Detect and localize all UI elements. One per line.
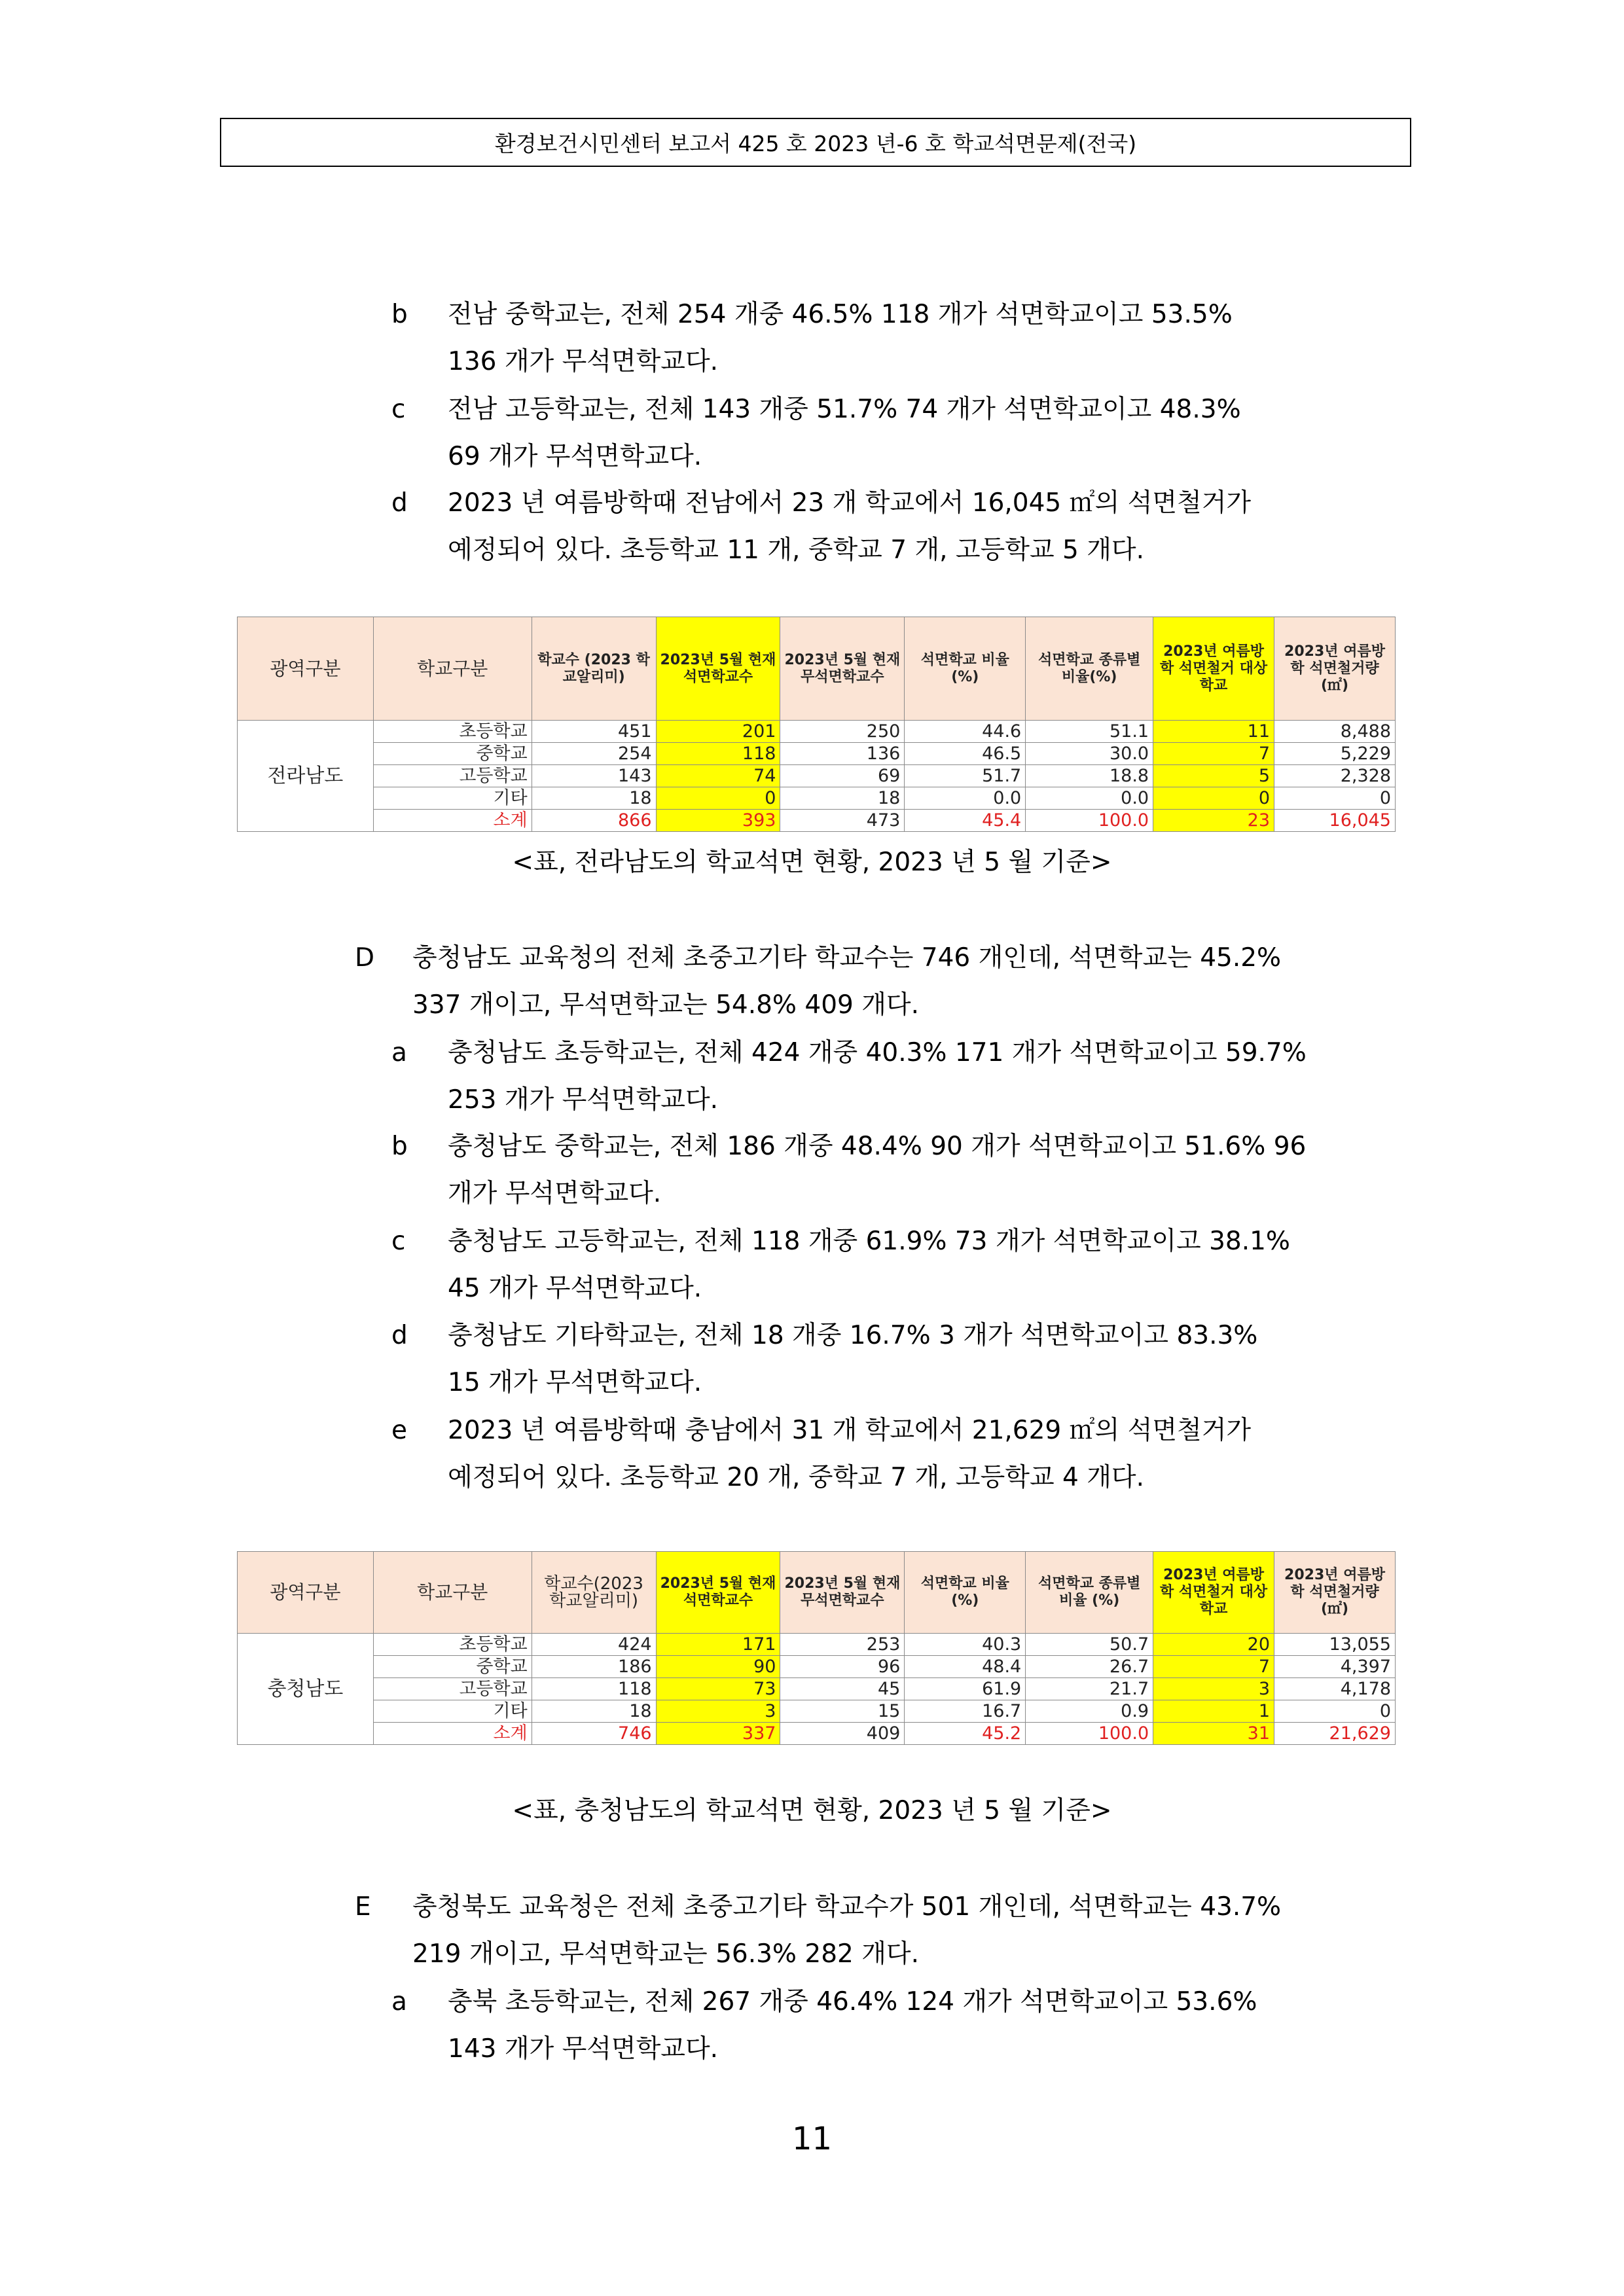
list-item-line: 충청남도 중학교는, 전체 186 개중 48.4% 90 개가 석면학교이고 51.6% 96 xyxy=(448,1132,1307,1161)
table-cell: 0 xyxy=(656,787,780,810)
list-item-text xyxy=(448,1123,1306,1217)
table-header-cell: 석면학교 종류별 비율(%) xyxy=(1026,617,1153,721)
table-row xyxy=(238,1678,1396,1700)
table-cell: 50.7 xyxy=(1026,1634,1153,1656)
table-cell: 11 xyxy=(1153,721,1274,743)
table-caption: <표, 충청남도의 학교석면 현황, 2023 년 5 월 기준> xyxy=(512,1796,1112,1825)
school-type-cell: 중학교 xyxy=(373,1656,532,1678)
school-type-cell: 고등학교 xyxy=(373,1678,532,1700)
list-item-text xyxy=(448,480,1251,574)
chungnam-asbestos-table xyxy=(237,1551,1396,1745)
list-item-line: 136 개가 무석면학교다. xyxy=(448,347,719,376)
table-header-cell: 2023년 5월 현재 석면학교수 xyxy=(656,617,780,721)
table-cell: 45.2 xyxy=(905,1723,1026,1745)
list-marker: d xyxy=(391,488,408,518)
table-cell: 31 xyxy=(1153,1723,1274,1745)
table-cell: 16,045 xyxy=(1274,810,1396,832)
list-item-line: 충북 초등학교는, 전체 267 개중 46.4% 124 개가 석면학교이고 53.6% xyxy=(448,1987,1257,2017)
table-cell: 254 xyxy=(532,743,656,765)
table-cell: 4,397 xyxy=(1274,1656,1396,1678)
table-cell: 21.7 xyxy=(1026,1678,1153,1700)
table-row xyxy=(238,721,1396,743)
section-text xyxy=(412,935,1281,1029)
table-cell: 51.7 xyxy=(905,765,1026,787)
table-cell: 18.8 xyxy=(1026,765,1153,787)
table-cell: 171 xyxy=(656,1634,780,1656)
table-cell: 23 xyxy=(1153,810,1274,832)
table-row xyxy=(238,1634,1396,1656)
table-cell: 18 xyxy=(780,787,905,810)
table-cell: 51.1 xyxy=(1026,721,1153,743)
table-header-cell: 2023년 여름방학 석면철거량 (㎡) xyxy=(1274,617,1396,721)
list-item-text xyxy=(448,1407,1251,1501)
table-cell: 409 xyxy=(780,1723,905,1745)
table-cell: 1 xyxy=(1153,1700,1274,1723)
table-cell: 69 xyxy=(780,765,905,787)
list-marker: c xyxy=(391,1227,406,1256)
section-marker: D xyxy=(355,943,375,973)
table-cell: 424 xyxy=(532,1634,656,1656)
table-subtotal-row xyxy=(238,1723,1396,1745)
table-cell: 337 xyxy=(656,1723,780,1745)
list-marker: b xyxy=(391,300,408,329)
school-type-cell: 소계 xyxy=(373,810,532,832)
list-item-text xyxy=(448,386,1241,480)
school-type-cell: 소계 xyxy=(373,1723,532,1745)
table-cell: 26.7 xyxy=(1026,1656,1153,1678)
list-item-line: 2023 년 여름방학때 충남에서 31 개 학교에서 21,629 ㎡의 석면철거가 xyxy=(448,1416,1252,1445)
table-cell: 746 xyxy=(532,1723,656,1745)
table-cell: 201 xyxy=(656,721,780,743)
table-cell: 3 xyxy=(656,1700,780,1723)
table-header-row xyxy=(238,1552,1396,1634)
table-cell: 73 xyxy=(656,1678,780,1700)
school-type-cell: 초등학교 xyxy=(373,1634,532,1656)
school-type-cell: 고등학교 xyxy=(373,765,532,787)
table-cell: 0 xyxy=(1274,1700,1396,1723)
list-item-text xyxy=(448,1312,1257,1407)
table-header-cell: 석면학교 비율(%) xyxy=(905,1552,1026,1634)
table-cell: 186 xyxy=(532,1656,656,1678)
table-header-cell: 석면학교 종류별 비율 (%) xyxy=(1026,1552,1153,1634)
list-item-line: 예정되어 있다. 초등학교 11 개, 중학교 7 개, 고등학교 5 개다. xyxy=(448,535,1144,565)
table-header-cell: 학교수(2023 학교알리미) xyxy=(532,1552,656,1634)
table-cell: 866 xyxy=(532,810,656,832)
table-header-cell: 2023년 여름방학 석면철거 대상학교 xyxy=(1153,617,1274,721)
table-cell: 143 xyxy=(532,765,656,787)
table-cell: 0 xyxy=(1153,787,1274,810)
table-cell: 74 xyxy=(656,765,780,787)
table-cell: 61.9 xyxy=(905,1678,1026,1700)
table-cell: 0.9 xyxy=(1026,1700,1153,1723)
table-subtotal-row xyxy=(238,810,1396,832)
table-cell: 45 xyxy=(780,1678,905,1700)
table-cell: 96 xyxy=(780,1656,905,1678)
table-body xyxy=(238,1634,1396,1745)
region-cell: 전라남도 xyxy=(238,721,374,832)
list-item-text xyxy=(448,1979,1257,2073)
report-header xyxy=(220,118,1411,167)
list-item-line: 253 개가 무석면학교다. xyxy=(448,1085,719,1115)
section-line: 219 개이고, 무석면학교는 56.3% 282 개다. xyxy=(412,1939,919,1969)
table-header-cell: 광역구분 xyxy=(238,617,374,721)
list-item-line: 45 개가 무석면학교다. xyxy=(448,1274,702,1303)
section-line: 충청북도 교육청은 전체 초중고기타 학교수가 501 개인데, 석면학교는 43.7% xyxy=(412,1892,1282,1922)
table-cell: 100.0 xyxy=(1026,810,1153,832)
table-row xyxy=(238,743,1396,765)
table-cell: 5 xyxy=(1153,765,1274,787)
list-item-line: 2023 년 여름방학때 전남에서 23 개 학교에서 16,045 ㎡의 석면철거가 xyxy=(448,488,1252,518)
list-item-line: 충청남도 고등학교는, 전체 118 개중 61.9% 73 개가 석면학교이고 38.1% xyxy=(448,1227,1290,1256)
table-cell: 48.4 xyxy=(905,1656,1026,1678)
list-marker: e xyxy=(391,1416,407,1445)
table-cell: 44.6 xyxy=(905,721,1026,743)
table-cell: 473 xyxy=(780,810,905,832)
list-item-line: 개가 무석면학교다. xyxy=(448,1179,662,1208)
list-marker: b xyxy=(391,1132,408,1161)
list-item-line: 전남 중학교는, 전체 254 개중 46.5% 118 개가 석면학교이고 53.5% xyxy=(448,300,1233,329)
table-cell: 18 xyxy=(532,787,656,810)
table-header-cell: 석면학교 비율(%) xyxy=(905,617,1026,721)
list-item-text xyxy=(448,1030,1307,1124)
table-cell: 30.0 xyxy=(1026,743,1153,765)
school-type-cell: 중학교 xyxy=(373,743,532,765)
table-header-row xyxy=(238,617,1396,721)
table-cell: 16.7 xyxy=(905,1700,1026,1723)
list-item-line: 전남 고등학교는, 전체 143 개중 51.7% 74 개가 석면학교이고 48.3% xyxy=(448,395,1241,424)
table-cell: 90 xyxy=(656,1656,780,1678)
table-cell: 253 xyxy=(780,1634,905,1656)
section-marker: E xyxy=(355,1892,371,1922)
school-type-cell: 기타 xyxy=(373,1700,532,1723)
list-item-line: 충청남도 초등학교는, 전체 424 개중 40.3% 171 개가 석면학교이고 59.7% xyxy=(448,1038,1307,1067)
table-cell: 4,178 xyxy=(1274,1678,1396,1700)
table-cell: 2,328 xyxy=(1274,765,1396,787)
region-cell: 충청남도 xyxy=(238,1634,374,1745)
section-line: 337 개이고, 무석면학교는 54.8% 409 개다. xyxy=(412,990,919,1020)
table-cell: 7 xyxy=(1153,743,1274,765)
section-text xyxy=(412,1884,1281,1978)
list-item-line: 15 개가 무석면학교다. xyxy=(448,1368,702,1397)
list-marker: c xyxy=(391,395,406,424)
school-type-cell: 초등학교 xyxy=(373,721,532,743)
page-number: 11 xyxy=(791,2121,833,2157)
table-caption: <표, 전라남도의 학교석면 현황, 2023 년 5 월 기준> xyxy=(512,848,1112,877)
school-type-cell: 기타 xyxy=(373,787,532,810)
list-item-line: 예정되어 있다. 초등학교 20 개, 중학교 7 개, 고등학교 4 개다. xyxy=(448,1463,1144,1492)
table-cell: 21,629 xyxy=(1274,1723,1396,1745)
list-item-line: 143 개가 무석면학교다. xyxy=(448,2034,719,2064)
report-header-title: 환경보건시민센터 보고서 425 호 2023 년-6 호 학교석면문제(전국) xyxy=(494,131,1137,156)
table-cell: 0.0 xyxy=(1026,787,1153,810)
table-row xyxy=(238,1656,1396,1678)
table-cell: 0.0 xyxy=(905,787,1026,810)
table-cell: 393 xyxy=(656,810,780,832)
table-row xyxy=(238,787,1396,810)
table-body xyxy=(238,721,1396,832)
table-cell: 46.5 xyxy=(905,743,1026,765)
table-header-cell: 2023년 5월 현재 무석면학교수 xyxy=(780,617,905,721)
table-header-cell: 2023년 여름방학 석면철거량 (㎡) xyxy=(1274,1552,1396,1634)
table-header-cell: 광역구분 xyxy=(238,1552,374,1634)
list-marker: d xyxy=(391,1321,408,1350)
table-cell: 0 xyxy=(1274,787,1396,810)
table-cell: 118 xyxy=(532,1678,656,1700)
section-line: 충청남도 교육청의 전체 초중고기타 학교수는 746 개인데, 석면학교는 45.2% xyxy=(412,943,1282,973)
list-item-line: 69 개가 무석면학교다. xyxy=(448,442,702,471)
table-cell: 20 xyxy=(1153,1634,1274,1656)
table-row xyxy=(238,765,1396,787)
table-cell: 40.3 xyxy=(905,1634,1026,1656)
table-cell: 18 xyxy=(532,1700,656,1723)
list-marker: a xyxy=(391,1987,407,2017)
table-cell: 15 xyxy=(780,1700,905,1723)
table-cell: 13,055 xyxy=(1274,1634,1396,1656)
table-header-cell: 2023년 여름방학 석면철거 대상학교 xyxy=(1153,1552,1274,1634)
table-cell: 250 xyxy=(780,721,905,743)
table-cell: 8,488 xyxy=(1274,721,1396,743)
table-cell: 3 xyxy=(1153,1678,1274,1700)
table-header-cell: 학교구분 xyxy=(373,617,532,721)
list-marker: a xyxy=(391,1038,407,1067)
table-header-cell: 2023년 5월 현재 석면학교수 xyxy=(656,1552,780,1634)
list-item-text xyxy=(448,291,1233,386)
table-cell: 136 xyxy=(780,743,905,765)
table-cell: 451 xyxy=(532,721,656,743)
table-cell: 5,229 xyxy=(1274,743,1396,765)
table-cell: 7 xyxy=(1153,1656,1274,1678)
list-item-line: 충청남도 기타학교는, 전체 18 개중 16.7% 3 개가 석면학교이고 83.3% xyxy=(448,1321,1258,1350)
table-header-cell: 2023년 5월 현재 무석면학교수 xyxy=(780,1552,905,1634)
table-cell: 100.0 xyxy=(1026,1723,1153,1745)
table-cell: 45.4 xyxy=(905,810,1026,832)
table-cell: 118 xyxy=(656,743,780,765)
table-row xyxy=(238,1700,1396,1723)
table-header-cell: 학교수 (2023 학교알리미) xyxy=(532,617,656,721)
jeonnam-asbestos-table xyxy=(237,617,1396,832)
table-header-cell: 학교구분 xyxy=(373,1552,532,1634)
list-item-text xyxy=(448,1218,1290,1312)
